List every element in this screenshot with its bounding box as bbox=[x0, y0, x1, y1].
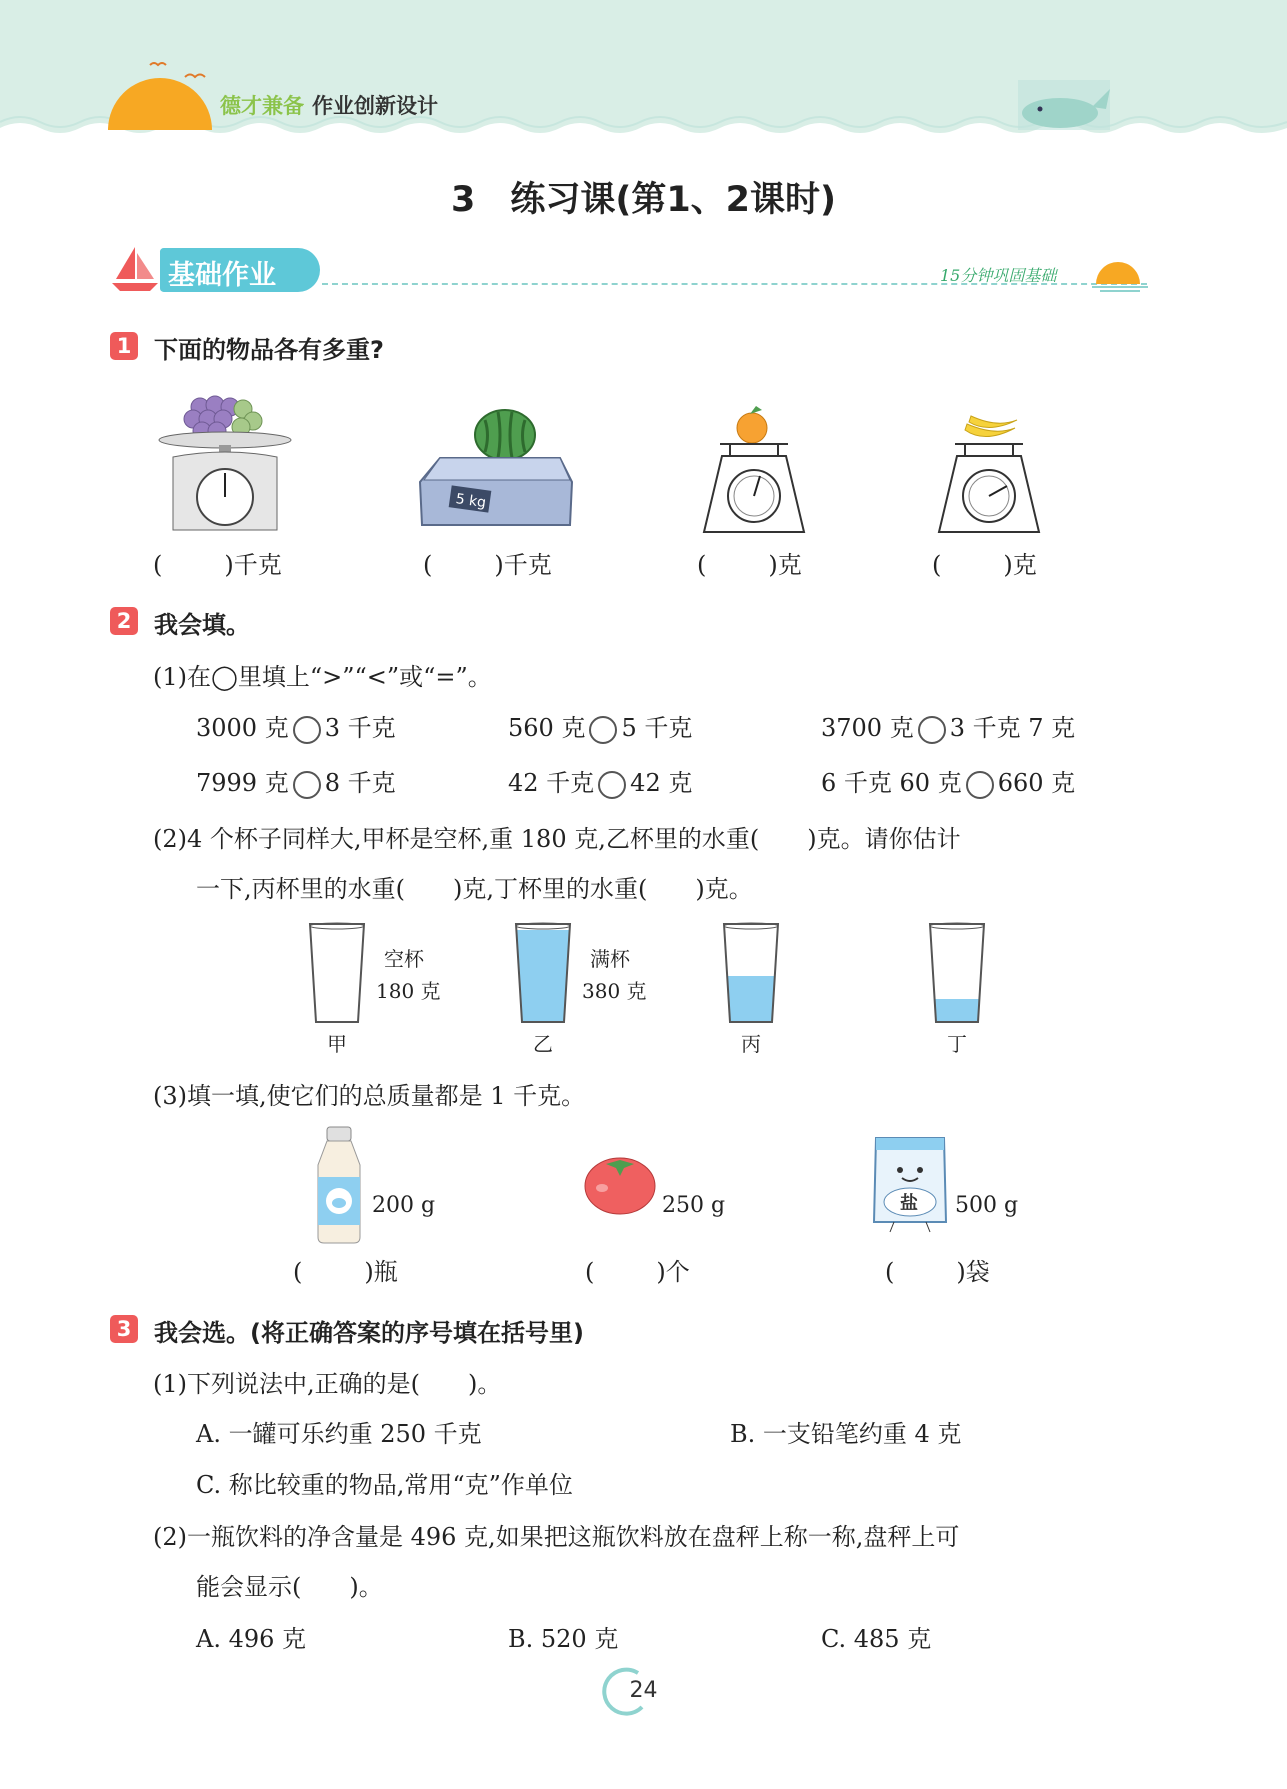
glass-weight: 380 克 bbox=[582, 979, 647, 1003]
q2-title: 我会填。 bbox=[154, 611, 250, 639]
compare-item: 3700 克 3 千克 7 克 bbox=[821, 714, 1076, 742]
watermelon-scale-image bbox=[410, 400, 575, 530]
answer-open: ( bbox=[423, 551, 433, 579]
glass-2 bbox=[514, 922, 572, 1026]
glass-note: 空杯 bbox=[384, 947, 424, 971]
sun-icon bbox=[100, 55, 220, 130]
tomato-image bbox=[582, 1148, 658, 1218]
tomato-weight: 250 g bbox=[662, 1193, 726, 1218]
answer-unit: )千克 bbox=[224, 551, 282, 579]
water-fill bbox=[727, 976, 775, 1022]
water-fill bbox=[516, 930, 569, 1022]
q3-number: 3 bbox=[110, 1315, 138, 1343]
salt-label: 盐 bbox=[900, 1193, 918, 1214]
q3-p1-option-a[interactable]: A. 一罐可乐约重 250 千克 bbox=[196, 1420, 482, 1448]
q1-title: 下面的物品各有多重? bbox=[154, 336, 384, 364]
q1-answer-2[interactable] bbox=[423, 545, 552, 580]
q3-p2-option-b[interactable]: B. 520 克 bbox=[508, 1625, 619, 1653]
answer-open: ( bbox=[885, 1258, 895, 1286]
q2-p2-line2: 一下,丙杯里的水重( )克,丁杯里的水重( )克。 bbox=[196, 875, 753, 903]
compare-item: 560 克 5 千克 bbox=[508, 714, 693, 742]
q2-p1-instruction: (1)在◯里填上“>”“<”或“=”。 bbox=[153, 663, 492, 691]
answer-unit: )瓶 bbox=[364, 1258, 398, 1286]
water-fill bbox=[935, 999, 980, 1022]
q2-p3-answer-3[interactable] bbox=[885, 1252, 990, 1287]
compare-item: 42 千克 42 克 bbox=[508, 769, 693, 797]
glass-weight: 180 克 bbox=[376, 979, 441, 1003]
compare-circle[interactable] bbox=[589, 716, 617, 744]
glass-name: 丙 bbox=[741, 1032, 761, 1056]
compare-item: 3000 克 3 千克 bbox=[196, 714, 396, 742]
q3-title: 我会选。(将正确答案的序号填在括号里) bbox=[154, 1319, 584, 1347]
answer-open: ( bbox=[932, 551, 942, 579]
q3-p2-stem1: (2)一瓶饮料的净含量是 496 克,如果把这瓶饮料放在盘秤上称一称,盘秤上可 bbox=[153, 1523, 960, 1551]
q3-p2-option-a[interactable]: A. 496 克 bbox=[196, 1625, 307, 1653]
grapes-scale-image bbox=[155, 385, 295, 535]
sailboat-icon bbox=[110, 243, 160, 293]
compare-circle[interactable] bbox=[293, 716, 321, 744]
brand-dark: 作业创新设计 bbox=[312, 94, 438, 118]
compare-circle[interactable] bbox=[918, 716, 946, 744]
q3-p2-stem2: 能会显示( )。 bbox=[196, 1573, 383, 1601]
answer-unit: )千克 bbox=[494, 551, 552, 579]
compare-circle[interactable] bbox=[293, 771, 321, 799]
glass-name: 乙 bbox=[533, 1032, 553, 1056]
q3-p1-option-b[interactable]: B. 一支铅笔约重 4 克 bbox=[730, 1420, 962, 1448]
page-title: 3 练习课(第1、2课时) bbox=[450, 180, 837, 220]
salt-weight: 500 g bbox=[955, 1193, 1019, 1218]
salt-bag-image bbox=[870, 1132, 950, 1237]
glass-4 bbox=[928, 922, 986, 1026]
brand-title bbox=[220, 90, 438, 120]
q1-answer-3[interactable] bbox=[697, 545, 802, 580]
glass-3 bbox=[722, 922, 780, 1026]
compare-item: 6 千克 60 克 660 克 bbox=[821, 769, 1076, 797]
answer-unit: )克 bbox=[1003, 551, 1037, 579]
page-number: 24 bbox=[629, 1678, 658, 1703]
q3-p1-option-c[interactable]: C. 称比较重的物品,常用“克”作单位 bbox=[196, 1471, 573, 1499]
section-title: 基础作业 bbox=[168, 260, 276, 291]
glass-outline bbox=[310, 924, 364, 1022]
q1-answer-4[interactable] bbox=[932, 545, 1037, 580]
glass-name: 甲 bbox=[327, 1032, 347, 1056]
answer-unit: )克 bbox=[768, 551, 802, 579]
milk-weight: 200 g bbox=[372, 1193, 436, 1218]
answer-open: ( bbox=[293, 1258, 303, 1286]
milk-bottle-image bbox=[310, 1125, 368, 1245]
q1-answer-1[interactable] bbox=[153, 545, 282, 580]
answer-unit: )个 bbox=[656, 1258, 690, 1286]
section-note: 15分钟巩固基础 bbox=[940, 266, 1057, 285]
q1-number: 1 bbox=[110, 332, 138, 360]
brand-green: 德才兼备 bbox=[220, 94, 304, 118]
compare-item: 7999 克 8 千克 bbox=[196, 769, 396, 797]
q2-p3-answer-2[interactable] bbox=[585, 1252, 690, 1287]
answer-open: ( bbox=[153, 551, 163, 579]
glass-name: 丁 bbox=[947, 1032, 967, 1056]
compare-circle[interactable] bbox=[966, 771, 994, 799]
small-sun-icon bbox=[1090, 252, 1150, 292]
answer-open: ( bbox=[697, 551, 707, 579]
q2-p3-answer-1[interactable] bbox=[293, 1252, 398, 1287]
compare-circle[interactable] bbox=[598, 771, 626, 799]
banana-scale-image bbox=[935, 400, 1045, 535]
whale-icon bbox=[1010, 75, 1115, 130]
q2-p3-instruction: (3)填一填,使它们的总质量都是 1 千克。 bbox=[153, 1082, 586, 1110]
q2-p2-line1: (2)4 个杯子同样大,甲杯是空杯,重 180 克,乙杯里的水重( )克。请你估计 bbox=[153, 825, 961, 853]
answer-unit: )袋 bbox=[956, 1258, 990, 1286]
digital-readout: 5 kg bbox=[454, 491, 488, 512]
q2-number: 2 bbox=[110, 607, 138, 635]
glass-1 bbox=[308, 922, 366, 1026]
q3-p1-stem: (1)下列说法中,正确的是( )。 bbox=[153, 1370, 502, 1398]
answer-open: ( bbox=[585, 1258, 595, 1286]
glass-note: 满杯 bbox=[590, 947, 630, 971]
orange-scale-image bbox=[700, 400, 810, 535]
q3-p2-option-c[interactable]: C. 485 克 bbox=[821, 1625, 932, 1653]
